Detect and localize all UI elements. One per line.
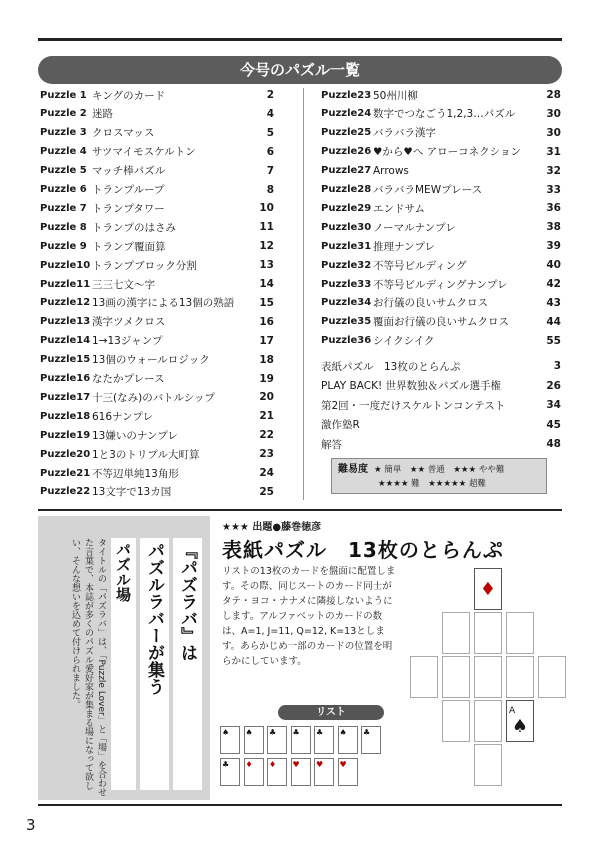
panel-title-3: パズル場	[111, 538, 136, 790]
puzzle-number: Puzzle29	[321, 202, 372, 214]
page-ref: 32	[546, 164, 561, 177]
puzzle-name: トランプループ	[92, 184, 165, 196]
page-ref: 33	[546, 183, 561, 196]
page-ref: 34	[546, 399, 561, 411]
top-rule	[38, 38, 562, 41]
puzzle-name: 不等辺単純13角形	[92, 467, 179, 480]
puzzle-name: キングのカード	[92, 89, 166, 102]
list-label: リスト	[278, 705, 384, 720]
list-card: ♠	[338, 726, 358, 754]
toc-row	[321, 416, 561, 434]
page-ref: 55	[546, 334, 561, 347]
puzzle-number: Puzzle14	[40, 335, 91, 347]
puzzle-number: Puzzle18	[40, 410, 91, 422]
puzzle-name: 13文字で13カ国	[92, 486, 172, 499]
toc-row	[40, 445, 274, 463]
bottom-rule	[38, 804, 562, 806]
page-ref: 26	[546, 379, 561, 392]
list-card: ♥	[291, 758, 311, 786]
puzzle-number: Puzzle34	[321, 297, 372, 309]
page-ref: 4	[266, 107, 274, 120]
toc-row	[321, 124, 561, 142]
board-cell	[474, 656, 502, 698]
puzzle-name: 616ナンプレ	[92, 410, 154, 423]
toc-row	[40, 313, 274, 331]
toc-row	[321, 199, 561, 217]
puzzle-number: Puzzle 5	[40, 165, 87, 177]
page-ref: 20	[259, 391, 274, 404]
list-card: ♥	[338, 758, 358, 786]
puzzle-number: Puzzle12	[40, 297, 91, 309]
toc-row	[40, 464, 274, 482]
puzzle-name: 迷路	[92, 108, 113, 121]
board-cell	[474, 700, 502, 742]
toc-row	[40, 218, 274, 236]
puzzle-number: Puzzle 9	[40, 240, 87, 252]
toc-row	[40, 351, 274, 369]
page-ref: 42	[546, 278, 561, 290]
puzzle-number: Puzzle 8	[40, 221, 87, 233]
page-ref: 24	[259, 467, 274, 479]
puzzle-name: 13個のウォールロジック	[92, 354, 210, 367]
toc-row	[321, 162, 561, 180]
toc-row	[321, 377, 561, 395]
puzzle-meta: ★★★ 出題●藤巻徳彦	[222, 522, 322, 533]
page-ref: 13	[259, 259, 274, 272]
page-ref: 45	[546, 418, 561, 431]
difficulty-label: 難易度	[338, 464, 368, 475]
puzzle-number: Puzzle33	[321, 278, 372, 290]
toc-row	[321, 275, 561, 293]
puzzle-name: マッチ棒パズル	[92, 165, 166, 178]
page-ref: 43	[546, 296, 561, 309]
puzzle-name: トランプ覆面算	[92, 240, 166, 253]
puzzle-number: Puzzle21	[40, 467, 91, 479]
page-ref: 10	[259, 202, 274, 215]
puzzle-name: トランプブロック分割	[92, 259, 197, 272]
puzzle-name: 表紙パズル 13枚のとらんぷ	[321, 360, 461, 373]
puzzle-number: Puzzle31	[321, 240, 372, 252]
puzzle-name: クロスマッス	[92, 127, 155, 140]
page-ref: 30	[546, 126, 561, 139]
panel-title-1: 『パズラバ』は	[173, 538, 202, 790]
page-ref: 16	[259, 315, 274, 328]
puzzle-name: 不等号ビルディングナンプレ	[373, 278, 508, 291]
puzzle-name: エンドサム	[373, 202, 425, 215]
section-rule	[38, 509, 562, 511]
list-card: ♣	[220, 758, 240, 786]
puzzle-name: トランプのはさみ	[92, 221, 176, 234]
list-card: ♦	[267, 758, 287, 786]
toc-header: 今号のパズル一覧	[38, 56, 562, 84]
toc-row	[40, 181, 274, 199]
column-divider	[303, 88, 304, 500]
puzzle-name: 推理ナンプレ	[373, 240, 436, 253]
page-ref: 31	[546, 145, 561, 158]
toc-row	[40, 388, 274, 406]
puzzle-name: 13嫌いのナンプレ	[92, 429, 178, 442]
toc-row	[40, 86, 274, 104]
puzzle-name: ♥から♥へ アローコネクション	[373, 146, 521, 159]
puzzle-number: Puzzle 1	[40, 89, 87, 101]
list-card: ♣	[361, 726, 381, 754]
difficulty-legend	[331, 458, 547, 494]
toc-row	[321, 332, 561, 350]
puzzle-name: Arrows	[373, 164, 409, 177]
puzzle-name: 数字でつなごう1,2,3…パズル	[373, 108, 516, 121]
puzzle-number: Puzzle17	[40, 391, 91, 403]
page-ref: 14	[259, 278, 274, 290]
puzzle-name: なたかプレース	[92, 373, 165, 385]
puzzle-number: Puzzle 4	[40, 146, 87, 158]
board-cell	[474, 612, 502, 654]
page-ref: 40	[546, 259, 561, 272]
ace-card-suit: ♠	[511, 715, 529, 737]
puzzle-name: トランプタワー	[92, 202, 165, 215]
puzzle-description: リストの13枚のカードを盤面に配置します。その際、同じスートのカード同士がタテ・ヨコ・ナナメに隣接しないようにします。アルファベットのカードの数は、A=1, J=11, Q=12, K=13とします。あらかじめ一部のカードの位置を明らかにしています。	[222, 566, 396, 667]
puzzle-name: 13画の漢字による13個の熟語	[92, 297, 235, 310]
puzzle-number: Puzzle10	[40, 259, 91, 271]
puzzle-number: Puzzle24	[321, 108, 372, 120]
toc-row	[40, 294, 274, 312]
toc-row	[40, 237, 274, 255]
puzzle-name: PLAY BACK! 世界数独＆パズル選手権	[321, 380, 502, 392]
page-ref: 28	[546, 89, 561, 101]
board-cell	[474, 568, 502, 610]
page-ref: 30	[546, 107, 561, 120]
difficulty-line-2: ★★★★ 難 ★★★★★ 超難	[378, 479, 486, 489]
puzzle-number: Puzzle36	[321, 335, 372, 347]
board-cell	[474, 744, 502, 786]
board-cell	[442, 700, 470, 742]
puzzle-number: Puzzle22	[40, 486, 91, 498]
puzzle-name: 漢字ツメクロス	[92, 316, 166, 329]
toc-row	[40, 483, 274, 501]
page-ref: 17	[259, 334, 274, 347]
board-cell	[442, 656, 470, 698]
page-ref: 22	[259, 429, 274, 442]
puzzle-number: Puzzle15	[40, 354, 91, 366]
puzzle-name: バラバラ漢字	[373, 127, 436, 140]
toc-row	[40, 332, 274, 350]
puzzle-name: バラバラMEWプレース	[373, 184, 483, 196]
king-card-suit: ♦	[479, 578, 497, 600]
page-ref: 38	[546, 221, 561, 234]
page-ref: 18	[259, 353, 274, 366]
puzzle-number: Puzzle19	[40, 429, 91, 441]
page-ref: 15	[259, 296, 274, 309]
puzzle-number: Puzzle 2	[40, 108, 87, 120]
toc-row	[40, 407, 274, 425]
page-number: 3	[26, 816, 36, 834]
page-ref: 39	[546, 240, 561, 253]
page-ref: 7	[266, 164, 274, 177]
toc-row	[321, 256, 561, 274]
puzzle-number: Puzzle11	[40, 278, 91, 290]
panel-title-2: パズルラバーが集う	[140, 538, 169, 790]
page-ref: 8	[266, 183, 274, 196]
puzzle-number: Puzzle26	[321, 146, 372, 158]
puzzle-number: Puzzle25	[321, 127, 372, 139]
puzzle-name: 第2回・一度だけスケルトンコンテスト	[321, 399, 506, 412]
page-ref: 23	[259, 448, 274, 461]
difficulty-line-1: ★ 簡単 ★★ 普通 ★★★ やや難	[374, 465, 505, 475]
puzzle-name: 十三(なみ)のバトルシップ	[92, 391, 216, 404]
toc-row	[40, 256, 274, 274]
toc-row	[40, 275, 274, 293]
board-cell	[506, 656, 534, 698]
page-ref: 48	[546, 438, 561, 450]
puzzle-number: Puzzle13	[40, 316, 91, 328]
puzzle-name: 激作塾R	[321, 419, 360, 431]
puzzle-number: Puzzle 6	[40, 184, 87, 195]
list-card: ♣	[314, 726, 334, 754]
list-card: ♠	[244, 726, 264, 754]
puzzle-name: 覆面お行儀の良いサムクロス	[373, 316, 509, 329]
page-ref: 11	[259, 221, 274, 234]
puzzle-name: シイクシイク	[373, 335, 435, 348]
toc-row	[40, 105, 274, 123]
toc-row	[321, 294, 561, 312]
toc-row	[321, 181, 561, 199]
toc-row	[40, 426, 274, 444]
puzzle-title: 表紙パズル 13枚のとらんぷ	[222, 538, 504, 562]
page-ref: 5	[266, 126, 274, 139]
page-ref: 25	[259, 485, 274, 498]
list-card: ♠	[220, 726, 240, 754]
puzzle-number: Puzzle16	[40, 373, 91, 384]
page-ref: 12	[259, 240, 274, 253]
puzzle-number: Puzzle23	[321, 89, 372, 101]
toc-row	[321, 313, 561, 331]
board-cell	[442, 612, 470, 654]
puzzle-number: Puzzle20	[40, 448, 91, 460]
puzzle-name: 1→13ジャンプ	[92, 335, 163, 348]
list-card: ♥	[314, 758, 334, 786]
toc-row	[40, 199, 274, 217]
puzzle-name: 解答	[321, 438, 342, 451]
toc-row	[321, 357, 561, 375]
board-cell	[538, 656, 566, 698]
board-cell	[506, 700, 534, 742]
toc-row	[321, 218, 561, 236]
toc-row	[321, 435, 561, 453]
board-cell	[506, 612, 534, 654]
puzzle-name: 50州川柳	[373, 89, 418, 102]
puzzle-name: お行儀の良いサムクロス	[373, 297, 488, 310]
toc-row	[40, 162, 274, 180]
toc-row	[321, 86, 561, 104]
puzzle-number: Puzzle32	[321, 259, 372, 271]
panel-body: タイトルの「パズラバ」は、「Puzzle Lover」と「場」を合わせた言葉で、本誌が多くのパズル愛好家が集まる場になって欲しい、そんな想いを込めて付けられました。	[70, 538, 106, 797]
list-card: ♦	[244, 758, 264, 786]
puzzle-name: 1と3のトリプル大町算	[92, 448, 200, 461]
puzzle-name: サツマイモスケルトン	[92, 146, 196, 159]
page-ref: 19	[259, 372, 274, 385]
page-ref: 2	[266, 89, 274, 101]
puzzle-number: Puzzle27	[321, 165, 372, 177]
toc-row	[321, 237, 561, 255]
list-card: ♣	[267, 726, 287, 754]
toc-row	[321, 143, 561, 161]
page-ref: 21	[259, 410, 274, 423]
toc-row	[40, 124, 274, 142]
page-ref: 3	[553, 360, 561, 372]
puzzle-name: ノーマルナンプレ	[373, 221, 456, 234]
ace-card-rank: A	[509, 705, 516, 716]
board-cell	[410, 656, 438, 698]
intro-panel	[38, 516, 210, 800]
puzzle-number: Puzzle28	[321, 184, 372, 195]
toc-row	[40, 143, 274, 161]
list-card: ♣	[291, 726, 311, 754]
puzzle-number: Puzzle 7	[40, 202, 87, 214]
puzzle-name: 不等号ビルディング	[373, 259, 467, 272]
page-ref: 44	[546, 315, 561, 328]
puzzle-number: Puzzle35	[321, 316, 372, 328]
page-ref: 6	[266, 145, 274, 158]
toc-row	[321, 105, 561, 123]
page-ref: 36	[546, 202, 561, 215]
puzzle-name: 三三七文〜字	[92, 278, 155, 291]
puzzle-number: Puzzle 3	[40, 127, 87, 139]
toc-row	[40, 370, 274, 388]
puzzle-number: Puzzle30	[321, 221, 372, 233]
toc-row	[321, 396, 561, 414]
